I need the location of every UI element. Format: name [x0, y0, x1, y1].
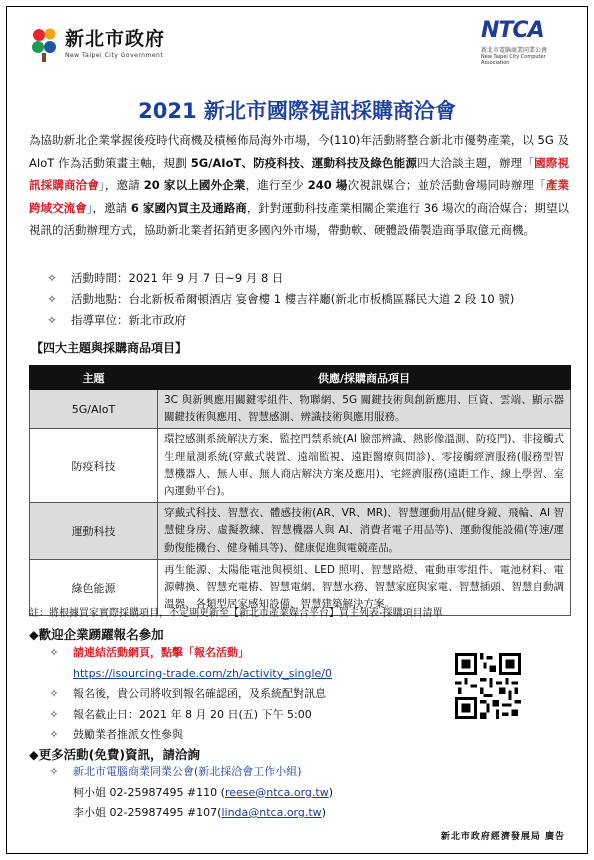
contact-heading: ◆更多活動(免費)資訊，請洽詢 — [29, 747, 201, 762]
topics-table — [29, 365, 571, 616]
event-info — [45, 268, 514, 331]
qr-code-icon[interactable] — [455, 653, 521, 719]
diamond-outline-icon: ✧ — [49, 687, 59, 700]
new-taipei-emblem-icon — [29, 25, 59, 63]
table-row: 防疫科技 環控感測系統解決方案、監控門禁系統(AI 臉部辨識、熱影像溫測、防疫門)、非接觸式生理量測系統(穿戴式裝置、遠端監視、遠距醫療與問診)、零接觸經濟服務(服務型智慧機器人、無人車、無人商店解決方案及應用)、宅經濟服務(遠距工作、線上學習、室內運動平台)。 — [30, 429, 571, 503]
info-venue: ✧ 活動地點：台北新板希爾頓酒店 宴會樓 1 樓吉祥廳(新北市板橋區縣民大道 2 段 10 號) — [45, 289, 514, 310]
diamond-outline-icon: ✧ — [49, 765, 59, 778]
intro-paragraph: 為協助新北企業掌握後疫時代商機及積極佈局海外市場，今(110)年活動將整合新北市優勢產業，以 5G 及 AIoT 作為活動策畫主軸，規劃 5G/AIoT、防疫科技、運動科技及綠色能源四大洽談主題，辦理「國際視訊採購商洽會」，邀請 20 家以上國外企業，進行至少 240 場次視訊媒合；並於活動會場同時辦理「產業跨域交流會」，邀請 6 家國內買主及通路商，針對運動科技產業相關企業進行 36 場次的商洽媒合；期望以視訊的活動辦理方式，協助新北業者拓銷更多國內外市場，帶動軟、硬體設備製造商爭取億元商機。 — [29, 133, 570, 237]
register-list — [47, 643, 332, 746]
footer-credit: 新北市政府經濟發展局 廣告 — [440, 832, 565, 842]
diamond-outline-icon: ✧ — [49, 728, 59, 741]
list-item: ✧ 報名截止日：2021 年 8 月 20 日(五) 下午 5:00 — [47, 705, 332, 726]
register-heading: ◆歡迎企業踴躍報名參加 — [29, 627, 164, 642]
header — [7, 7, 587, 87]
page-title: 2021 新北市國際視訊採購商洽會 — [138, 99, 456, 123]
assoc-en: New Taipei City Computer Association — [481, 54, 546, 66]
register-instruction: 請連結活動網頁，點擊「報名活動」 — [73, 646, 249, 659]
section-heading: 【四大主題與採購商品項目】 — [31, 341, 188, 355]
diamond-outline-icon: ✧ — [47, 292, 57, 306]
contact-person-1: 柯小姐 02-25987495 #110 (reese@ntca.org.tw) — [73, 785, 333, 799]
table-header-items: 供應/採購商品項目 — [158, 366, 571, 390]
table-row: 運動科技 穿戴式科技、智慧衣、體感技術(AR、VR、MR)、智慧運動用品(健身鏡、飛輪、AI 智慧健身房、虛擬教練、智慧機器人與 AI、消費者電子用品等)、運動復能設備(等速/運動復能機台、健身輔具等)、健康促進與電競產品。 — [30, 503, 571, 560]
list-item: ✧ 鼓勵業者推派女性參與 — [47, 725, 332, 746]
diamond-outline-icon: ✧ — [49, 707, 59, 721]
table-header-topic: 主題 — [30, 366, 158, 390]
ntca-logo — [481, 19, 573, 66]
table-row: 5G/AIoT 3C 與新興應用關鍵零組件、物聯網、5G 關鍵技術與創新應用、巨資、雲端、顯示器關鍵技術與應用、智慧感測、辨識技術與應用服務。 — [30, 390, 571, 429]
info-time: ✧ 活動時間：2021 年 9 月 7 日~9 月 8 日 — [45, 268, 514, 289]
diamond-outline-icon: ✧ — [47, 271, 57, 285]
contact-person-2: 李小姐 02-25987495 #107(linda@ntca.org.tw) — [73, 806, 326, 819]
new-taipei-logo — [29, 25, 165, 63]
contact-org: 新北市電腦商業同業公會(新北採洽會工作小組) — [73, 765, 302, 778]
list-item — [47, 762, 333, 783]
gov-sub: New Taipei City Government — [65, 52, 164, 59]
info-organizer: ✧ 指導單位：新北市政府 — [45, 310, 514, 331]
list-item — [47, 643, 332, 664]
contact-list — [47, 762, 333, 824]
diamond-outline-icon: ✧ — [49, 646, 59, 659]
register-link[interactable]: https://isourcing-trade.com/zh/activity_single/0 — [73, 666, 333, 680]
table-note: 註：將根據買家實際採購項目，不定期更新至【新北市產業媒合平台】買主列表-採購項目清單 — [29, 608, 443, 619]
list-item: ✧ 報名後，貴公司將收到報名確認函，及系統配對訊息 — [47, 684, 332, 705]
list-item — [47, 664, 332, 685]
email-link[interactable]: reese@ntca.org.tw — [224, 785, 329, 799]
email-link[interactable]: linda@ntca.org.tw — [221, 806, 322, 819]
assoc-cn: 新北市電腦商業同業公會 — [481, 47, 548, 54]
ntca-wordmark: NTCA — [481, 18, 544, 43]
gov-name: 新北市政府 — [65, 28, 166, 50]
flyer-page — [6, 6, 588, 854]
table-row: 綠色能源 再生能源、太陽能電池與模組、LED 照明、智慧路燈、電動車零組件、電池材料、電源轉換、智慧充電樁、智慧電網、智慧水務、智慧家庭與家電、智慧插頭、智慧自動調溫器、各類型居家感知設備、智慧建築解決方案。 — [30, 559, 571, 616]
diamond-outline-icon: ✧ — [47, 313, 57, 327]
